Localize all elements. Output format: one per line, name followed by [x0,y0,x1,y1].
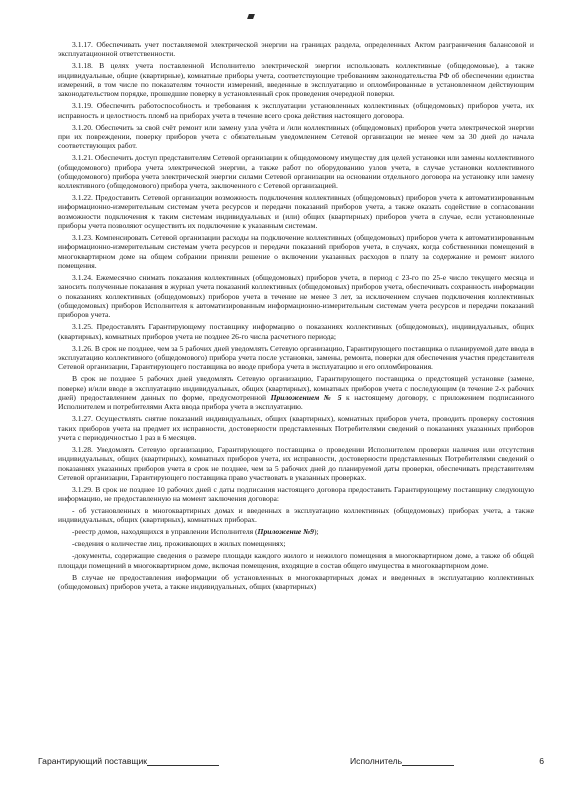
clause-3-1-27: 3.1.27. Осуществлять снятие показаний индивидуальных, общих (квартирных), комнатных приборов учета, проводить проверку состояния таких приборов учета на предмет их исправности, достоверности представленных Потребителями сведений о показаниях указанных приборов учета с периодичностью 1 раз в 6 месяцев. [58,414,534,442]
clause-3-1-26: 3.1.26. В срок не позднее, чем за 5 рабочих дней уведомлять Сетевую организацию, Гарантирующего поставщика о планируемой дате ввода в эксплуатацию коллективного (общедомового) прибора учета после установки, замены, ремонта, поверки для обеспечения участия представителя Сетевой организации, Гарантирующего поставщика во вводе прибора учета в эксплуатацию и его опломбирования. [58,343,534,372]
clause-3-1-25: 3.1.25. Предоставлять Гарантирующему поставщику информацию о показаниях коллективных (общедомовых), индивидуальных, общих (квартирных), комнатных приборов учета не позднее 26-го числа расчетного периода; [58,322,534,341]
clause-3-1-24: 3.1.24. Ежемесячно снимать показания коллективных (общедомовых) приборов учета, в период с 23-го по 25-е число текущего месяца и заносить полученные показания в журнал учета показаний коллективных (общедомовых) приборов учета, обеспечивать сохранность информации о показаниях коллективных (общедомовых) приборов учета в течение не менее 3 лет, за исключением случаев подключения коллективных (общедомовых) приборов Исполнителя к автоматизированным информационно-измерительным системам учета ресурсов и передачи показаний приборов учета. [58,273,534,320]
clause-3-1-21: 3.1.21. Обеспечить доступ представителям Сетевой организации к общедомовому имуществу для целей установки или замены коллективного (общедомового) прибора учета электрической энергии, а также работ по оборудованию узлов учета, в случае установки коллективного (общедомового) прибора учета электрической энергии силами Сетевой организации на основании отдельного договора на установку или замену коллективного (общедомового) прибора учета, заключенного с Сетевой организацией. [58,153,534,191]
clause-3-1-19: 3.1.19. Обеспечить работоспособность и требования к эксплуатации установленных коллективных (общедомовых) приборов учета, их исправность и целостность пломб на приборах учета в течение всего срока действия настоящего договора. [58,101,534,120]
clause-3-1-20: 3.1.20. Обеспечить за свой счёт ремонт или замену узла учёта и /или коллективных (общедомовых) приборов учета электрической энергии при их повреждении, поверку приборов учета с обязательным уведомлением Сетевой организации не менее чем за 30 дней до начала соответствующих работ. [58,122,534,151]
clause-3-1-17: 3.1.17. Обеспечивать учет поставляемой электрической энергии на границах раздела, определенных Актом разграничения балансовой и эксплуатационной ответственности. [58,40,534,59]
appendix-5-reference: Приложением № 5 [270,392,342,402]
executor-signature [350,756,454,766]
notice-text-after: к настоящему договору, с приложением подписанного Исполнителем и потребителями Акта ввода прибора учета в эксплуатацию. [58,392,534,412]
contract-body [58,40,534,594]
appendix-9-reference: Приложение №9 [257,527,314,537]
info-item-area-docs: -документы, содержащие сведения о размере площади каждого жилого и нежилого помещения в многоквартирном доме, а также об общей площади помещений в многоквартирном доме, включая помещения, входящие в состав общего имущества в многоквартирном доме. [58,551,534,570]
clause-3-1-29: 3.1.29. В срок не позднее 10 рабочих дней с даты подписания настоящего договора предоставить Гарантирующему поставщику следующую информацию, не предоставленную на момент заключения договора: [58,484,534,504]
clause-5day-notice [58,374,534,411]
info-item-registry [58,527,534,536]
clause-non-provision: В случае не предоставления информации об установленных в многоквартирных домах и введенных в эксплуатацию коллективных (общедомовых) приборов учета, а также индивидуальных, общих (квартирных) [58,572,534,591]
clause-3-1-18: 3.1.18. В целях учета поставленной Исполнителю электрической энергии использовать коллективные (общедомовые), а также индивидуальные, общие (квартирные), комнатные приборы учета, соответствующие требованиям законодательства РФ об обеспечении единства измерений, в том числе по показателям точности измерений, введенные в эксплуатацию и опломбированные в установленном действующим законодательством порядке, прошедшие поверку в установленный срок проведения очередной поверки. [58,61,534,99]
supplier-label: Гарантирующий поставщик [38,756,148,766]
info-item-residents: -сведения о количестве лиц, проживающих в жилых помещениях; [72,539,286,549]
registry-text-before: -реестр домов, находящихся в управлении Исполнителя ( [72,527,258,537]
notice-text-before: В срок не позднее 5 рабочих дней уведомлять Сетевую организацию, Гарантирующего поставщика о предстоящей установке (замене, поверке) и/или вводе в эксплуатацию индивидуальных, общих (квартирных), комнатных приборов учета с последующим (в течение 2-х рабочих дней) предоставлением данных по форме, предусмотренной [58,374,534,402]
clause-3-1-22: 3.1.22. Предоставить Сетевой организации возможность подключения коллективных (общедомовых) приборов учета к автоматизированным информационно-измерительным системам учета ресурсов и передачи показаний приборов учета, а также оказать содействие в согласовании возможности подключения к таким системам индивидуальных и (или) общих (квартирных) приборов учета в случае, если установленные приборы учета позволяют осуществить их подключение к указанным системам. [58,193,534,231]
info-item-meters: - об установленных в многоквартирных домах и введенных в эксплуатацию коллективных (общедомовых) приборах учета, а также индивидуальных, общих (квартирных), комнатных приборах. [58,506,534,525]
page-footer [38,756,544,770]
scan-mark [247,14,255,19]
supplier-signature [38,756,219,766]
registry-text-after: ); [313,527,319,537]
clause-3-1-28: 3.1.28. Уведомлять Сетевую организацию, Гарантирующего поставщика о проведении Исполнителем проверки наличия или отсутствия индивидуальных, общих (квартирных), комнатных приборов учета, их исправности, достоверности представленных Потребителями сведений о показаниях указанных приборов учета в срок не позднее, чем за 5 рабочих дней до планируемой даты проверки, обеспечивать представителям Сетевой организации, Гарантирующего поставщика право участвовать в указанных проверках. [58,444,534,482]
executor-signature-line [402,756,454,766]
supplier-signature-line [147,756,219,766]
page-number: 6 [539,756,544,766]
executor-label: Исполнитель [350,756,403,766]
clause-3-1-23: 3.1.23. Компенсировать Сетевой организации расходы на подключение коллективных (общедомовых) приборов учета к автоматизированным информационно-измерительным системам учета ресурсов и передачи показаний приборов учета, в случаях, когда собственники помещений в многоквартирном доме на общем собрании приняли решение о включении указанных расходов в плату за содержание и ремонт жилого помещения. [58,233,534,271]
